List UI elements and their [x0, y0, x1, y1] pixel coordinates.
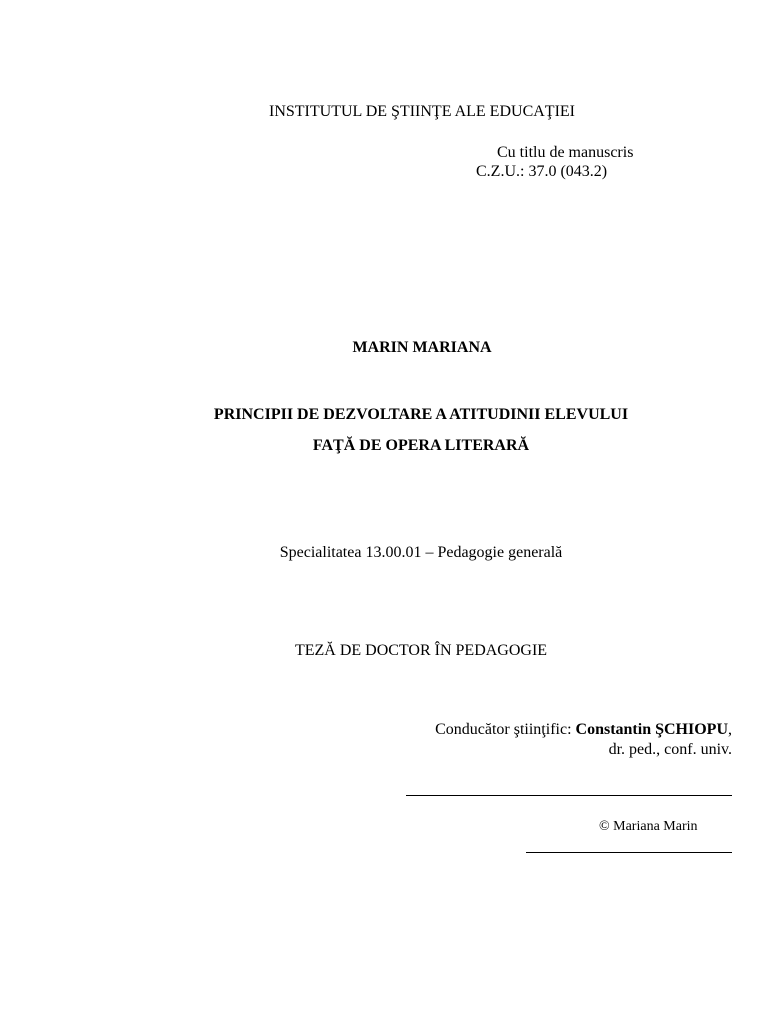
signature-line [406, 795, 732, 796]
copyright-notice: © Mariana Marin [599, 819, 698, 834]
scientific-advisor [435, 720, 732, 740]
thesis-title-line-2: FAŢĂ DE OPERA LITERARĂ [312, 437, 530, 454]
advisor-suffix: , [728, 721, 732, 738]
manuscript-note: Cu titlu de manuscris [497, 144, 634, 161]
institute-name: INSTITUTUL DE ŞTIINŢE ALE EDUCAŢIEI [268, 103, 575, 120]
czu-code: C.Z.U.: 37.0 (043.2) [476, 163, 608, 180]
speciality: Specialitatea 13.00.01 – Pedagogie generală [279, 544, 563, 561]
thesis-type: TEZĂ DE DOCTOR ÎN PEDAGOGIE [294, 642, 548, 659]
advisor-academic-title: dr. ped., conf. univ. [608, 741, 732, 758]
copyright-underline [526, 852, 732, 853]
advisor-label: Conducător ştiinţific: [435, 721, 572, 738]
thesis-title-line-1: PRINCIPII DE DEZVOLTARE A ATITUDINII ELEVULUI [213, 406, 629, 423]
advisor-name: Constantin ŞCHIOPU [575, 721, 728, 738]
author-name: MARIN MARIANA [352, 339, 492, 356]
